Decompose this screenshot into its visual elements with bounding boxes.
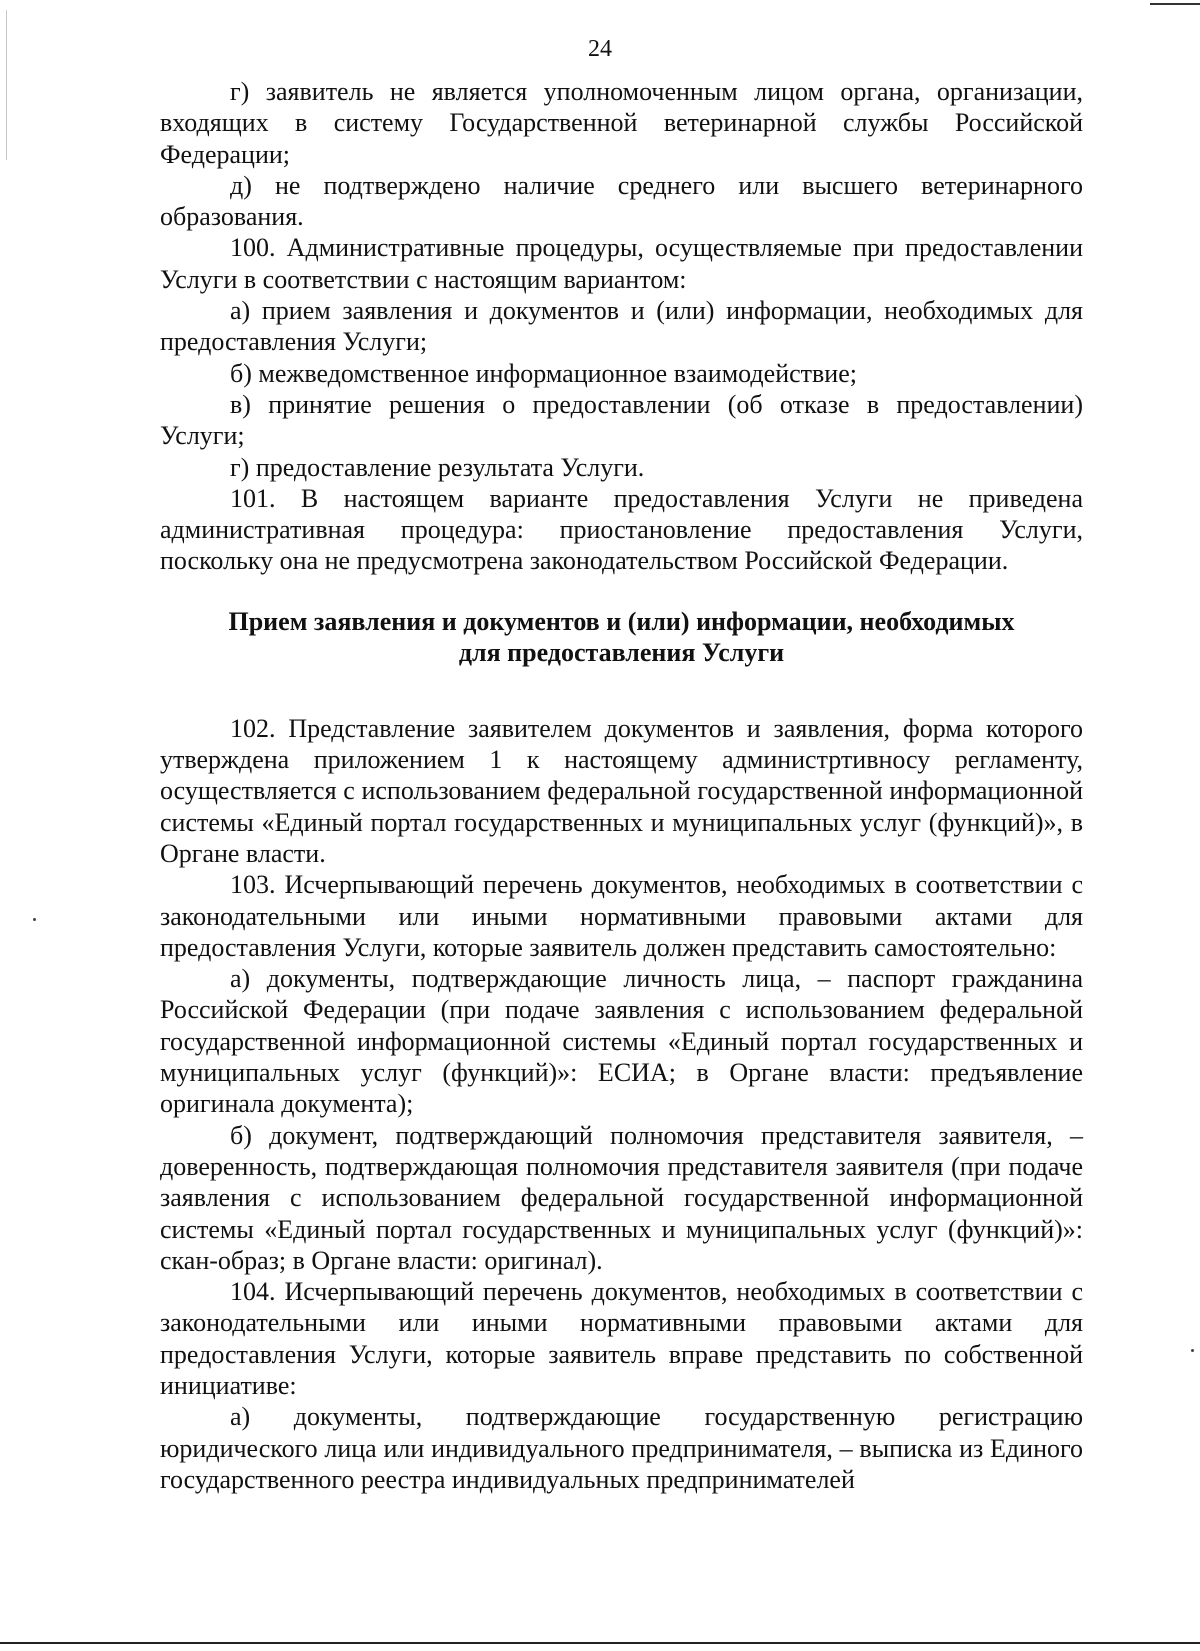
paragraph: г) заявитель не является уполномоченным лицом органа, организации, входящих в систему Государственной ветеринарной службы Российской Федерации; [160,77,1083,169]
scan-speck [1191,1349,1194,1352]
page-number: 24 [588,36,612,62]
paragraph: б) документ, подтверждающий полномочия представителя заявителя, – доверенность, подтверждающая полномочия представителя заявителя (при подаче заявления с использованием федеральной государственной информационной системы «Единый портал государственных и муниципальных услуг (функций)»: скан-образ; в Органе власти: оригинал). [160,1120,1083,1275]
paragraph: 101. В настоящем варианте предоставления Услуги не приведена административная процедура: приостановление предоставления Услуги, поскольку она не предусмотрена законодательством Российской Федерации. [160,483,1083,576]
document-body [160,76,1083,1495]
paragraph: а) документы, подтверждающие личность лица, – паспорт гражданина Российской Федерации (при подаче заявления с использованием федеральной государственной информационной системы «Единый портал государственных и муниципальных услуг (функций)»: ЕСИА; в Органе власти: предъявление оригинала документа); [160,964,1083,1119]
paragraph: а) документы, подтверждающие государственную регистрацию юридического лица или индивидуального предпринимателя, – выписка из Единого государственного реестра индивидуальных предпринимателей [160,1402,1083,1494]
paragraph: 102. Представление заявителем документов и заявления, форма которого утверждена приложением 1 к настоящему администртивносу регламенту, осуществляется с использованием федеральной государственной информационной системы «Единый портал государственных и муниципальных услуг (функций)», в Органе власти. [160,713,1083,868]
section-heading [160,606,1083,668]
paragraph: 100. Административные процедуры, осуществляемые при предоставлении Услуги в соответствии с настоящим вариантом: [160,233,1083,294]
section-heading-line: Прием заявления и документов и (или) информации, необходимых [228,606,1015,636]
paragraph: 104. Исчерпывающий перечень документов, необходимых в соответствии с законодательными или иными нормативными правовыми актами для предоставления Услуги, которые заявитель вправе представить по собственной инициативе: [160,1277,1083,1400]
paragraph: д) не подтверждено наличие среднего или высшего ветеринарного образования. [160,170,1083,232]
paragraph: б) межведомственное информационное взаимодействие; [230,358,857,388]
paragraph: 103. Исчерпывающий перечень документов, необходимых в соответствии с законодательными или иными нормативными правовыми актами для предоставления Услуги, которые заявитель должен представить самостоятельно: [160,870,1083,962]
scan-bottom-rule [0,1642,1200,1644]
scan-top-rule [1150,3,1200,5]
paragraph: г) предоставление результата Услуги. [230,452,645,482]
section-heading-line: для предоставления Услуги [458,637,785,667]
scan-edge-mark [6,10,7,160]
paragraph: а) прием заявления и документов и (или) информации, необходимых для предоставления Услуги; [160,296,1083,357]
paragraph: в) принятие решения о предоставлении (об отказе в предоставлении) Услуги; [160,389,1083,451]
scan-speck [33,918,36,921]
